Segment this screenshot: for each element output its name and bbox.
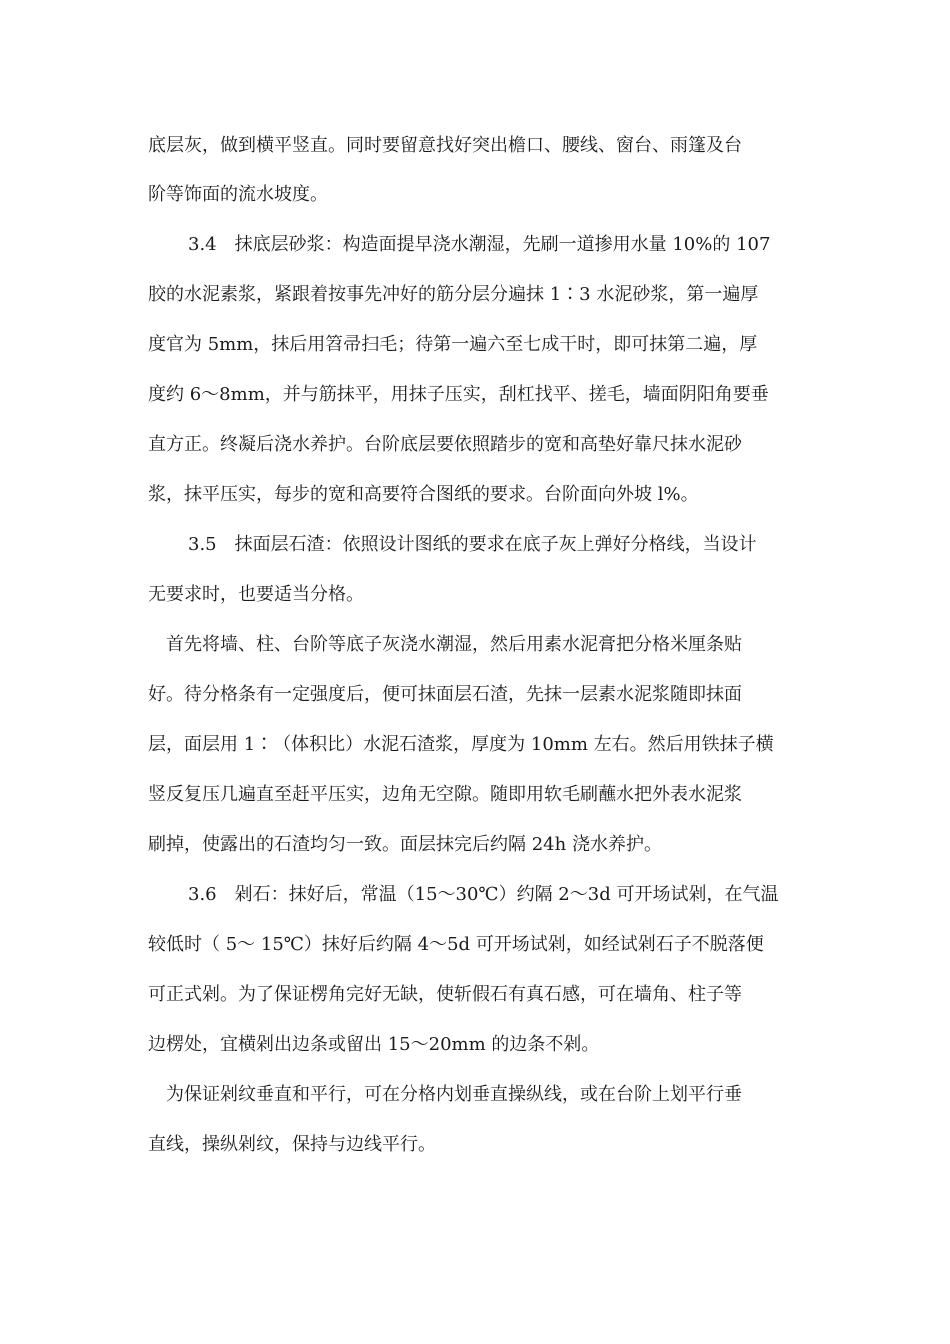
text-line: 竖反复压几遍直至赶平压实，边角无空隙。随即用软毛刷蘸水把外表水泥浆 — [148, 784, 742, 805]
text-line: 直线，操纵剁纹，保持与边线平行。 — [148, 1134, 436, 1155]
text-line: 浆，抹平压实，每步的宽和高要符合图纸的要求。台阶面向外坡 l%。 — [148, 484, 699, 505]
text-line: 度约 6～8mm，并与筋抹平，用抹子压实，刮杠找平、搓毛，墙面阴阳角要垂 — [148, 384, 769, 405]
text-line: 底层灰，做到横平竖直。同时要留意找好突出檐口、腰线、窗台、雨篷及台 — [148, 135, 742, 156]
text-line: 较低时（ 5～ 15℃）抹好后约隔 4～5d 可开场试剁，如经试剁石子不脱落便 — [148, 934, 764, 955]
text-line: 度官为 5mm，抹后用笤帚扫毛；待第一遍六至七成干时，即可抹第二遍，厚 — [148, 334, 758, 355]
text-line: 边楞处，宜横剁出边条或留出 15～20mm 的边条不剁。 — [148, 1034, 600, 1055]
text-line: 层，面层用 1∶（体积比）水泥石渣浆，厚度为 10mm 左右。然后用铁抹子横 — [148, 734, 774, 755]
section-heading-3-6: 3.6 剁石：抹好后，常温（15～30℃）约隔 2～3d 可开场试剁，在气温 — [188, 884, 779, 905]
paragraph-first-line: 首先将墙、柱、台阶等底子灰浇水潮湿，然后用素水泥膏把分格米厘条贴 — [166, 634, 742, 655]
section-heading-3-5: 3.5 抹面层石渣：依照设计图纸的要求在底子灰上弹好分格线，当设计 — [188, 534, 757, 555]
text-line: 阶等饰面的流水坡度。 — [148, 184, 328, 205]
text-line: 好。待分格条有一定强度后，便可抹面层石渣，先抹一层素水泥浆随即抹面 — [148, 684, 742, 705]
text-line: 可正式剁。为了保证楞角完好无缺，使斩假石有真石感，可在墙角、柱子等 — [148, 984, 742, 1005]
paragraph-first-line: 为保证剁纹垂直和平行，可在分格内划垂直操纵线，或在台阶上划平行垂 — [166, 1084, 742, 1105]
text-line: 直方正。终凝后浇水养护。台阶底层要依照踏步的宽和高垫好靠尺抹水泥砂 — [148, 434, 742, 455]
text-line: 胶的水泥素浆，紧跟着按事先冲好的筋分层分遍抹 1∶3 水泥砂浆，第一遍厚 — [148, 284, 759, 305]
text-line: 刷掉，使露出的石渣均匀一致。面层抹完后约隔 24h 浇水养护。 — [148, 834, 662, 855]
text-line: 无要求时，也要适当分格。 — [148, 584, 364, 605]
section-heading-3-4: 3.4 抹底层砂浆：构造面提早浇水潮湿，先刷一道掺用水量 10%的 107 — [188, 234, 771, 255]
